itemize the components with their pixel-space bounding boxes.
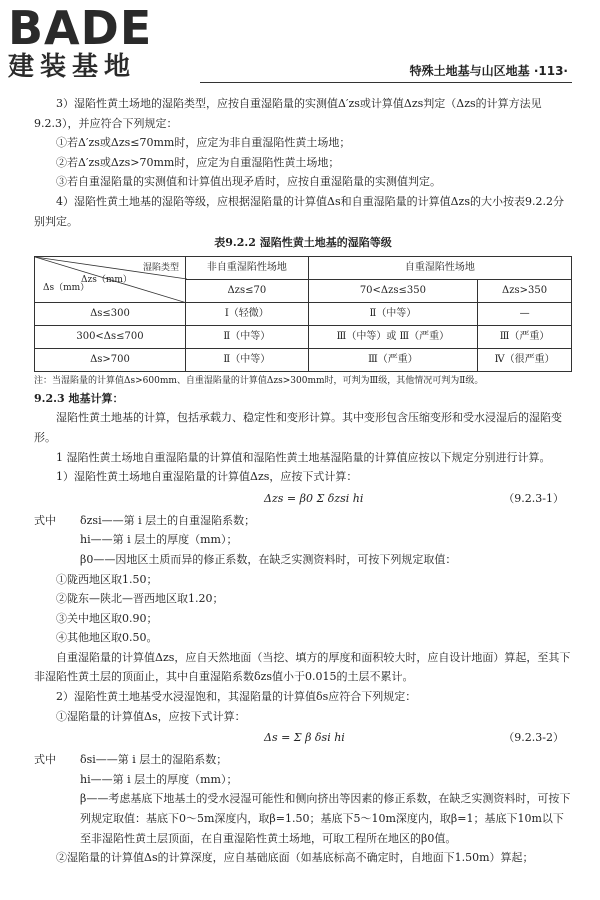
subheader-3: Δzs>350 xyxy=(478,279,572,302)
table-cell: Ⅰ（轻微） xyxy=(186,302,309,325)
rule-2: ②若Δ′zs或Δzs>70mm时，应定为自重湿陷性黄土场地； xyxy=(56,155,340,169)
para-collapse-grade: 4）湿陷性黄土地基的湿陷等级，应根据湿陷量的计算值Δs和自重湿陷量的计算值Δzs的大小按表9.2.2分别判定。 xyxy=(34,194,564,228)
definition xyxy=(34,511,572,531)
definition: β——考虑基底下地基土的受水浸湿可能性和侧向挤出等因素的修正系数，在缺乏实测资料时，可按下列规定取值：基底下0～5m深度内，取β=1.50；基底下5～10m深度内，取β=1；基底下10m以下至非湿陷性黄土层顶面，在自重湿陷性黄土场地，可取工程所在地区的β0值。 xyxy=(80,792,571,845)
section-para: 自重湿陷量的计算值Δzs，应自天然地面（当挖、填方的厚度和面积较大时，应自设计地面）算起，至其下非湿陷性黄土层的顶面止，其中自重湿陷系数δzs值小于0.015的土层不累计。 xyxy=(34,650,571,684)
corner-type: 湿陷类型 xyxy=(142,262,179,273)
para-collapse-type: 3）湿陷性黄土场地的湿陷类型，应按自重湿陷量的实测值Δ′zs或计算值Δzs判定（Δzs的计算方法见9.2.3），并应符合下列规定： xyxy=(34,97,542,130)
value-item: ②陇东—陕北—晋西地区取1.20； xyxy=(56,592,224,606)
subheader-1: Δzs≤70 xyxy=(186,279,309,302)
value-item: ④其他地区取0.50。 xyxy=(56,631,158,645)
table-cell: — xyxy=(478,302,572,325)
section-sub-1: 1）湿陷性黄土场地自重湿陷量的计算值Δzs，应按下式计算： xyxy=(56,470,358,484)
formula-2-expr: Δs = Σ β δsi hi xyxy=(264,731,345,745)
formula-1-expr: Δzs = β0 Σ δzsi hi xyxy=(264,491,364,505)
rule-3: ③若自重湿陷量的实测值和计算值出现矛盾时，应按自重湿陷量的实测值判定。 xyxy=(56,175,441,189)
definition xyxy=(34,750,572,770)
section-heading: 9.2.3 地基计算： xyxy=(34,391,124,405)
table-corner-cell xyxy=(35,256,186,302)
rule-1: ①若Δ′zs或Δzs≤70mm时，应定为非自重湿陷性黄土场地； xyxy=(56,136,351,150)
table-row xyxy=(35,348,572,371)
formula-1 xyxy=(34,487,572,511)
header-nonself: 非自重湿陷性场地 xyxy=(186,256,309,279)
page-header-title: 特殊土地基与山区地基 ·113· xyxy=(409,64,568,78)
table-cell: Ⅱ（中等） xyxy=(186,325,309,348)
section-sub-2b: ②湿陷量的计算值Δs的计算深度，应自基础底面（如基底标高不确定时，自地面下1.50m）算起； xyxy=(56,851,534,865)
row-label: Δs≤300 xyxy=(35,302,186,325)
section-intro: 湿陷性黄土地基的计算，包括承载力、稳定性和变形计算。其中变形包含压缩变形和受水浸湿后的湿陷变形。 xyxy=(34,411,562,444)
row-label: Δs>700 xyxy=(35,348,186,371)
table-cell: Ⅱ（中等） xyxy=(186,348,309,371)
table-cell: Ⅲ（严重） xyxy=(308,348,478,371)
def-text: δsi——第 i 层土的湿陷系数； xyxy=(80,753,228,767)
definition: hi——第 i 层土的厚度（mm）； xyxy=(80,533,238,547)
header-divider xyxy=(200,82,572,83)
header-self: 自重湿陷性场地 xyxy=(308,256,571,279)
table-cell: Ⅱ（中等） xyxy=(308,302,478,325)
table-cell: Ⅲ（严重） xyxy=(478,325,572,348)
brand-logo xyxy=(8,1,153,82)
corner-s: Δs（mm） xyxy=(43,283,90,294)
row-label: 300<Δs≤700 xyxy=(35,325,186,348)
page-content xyxy=(34,94,572,868)
table-cell: Ⅲ（中等）或 Ⅲ（严重） xyxy=(308,325,478,348)
value-item: ③关中地区取0.90； xyxy=(56,611,158,625)
table-row xyxy=(35,325,572,348)
formula-2 xyxy=(34,726,572,750)
definition: hi——第 i 层土的厚度（mm）； xyxy=(80,772,238,786)
definition: β0——因地区土质而异的修正系数，在缺乏实测资料时，可按下列规定取值： xyxy=(80,552,457,566)
section-sub-2a: ①湿陷量的计算值Δs，应按下式计算： xyxy=(56,709,246,723)
where-label: 式中 xyxy=(34,753,56,767)
table-note: 注：当湿陷量的计算值Δs>600mm、自重湿陷量的计算值Δzs>300mm时，可判为Ⅲ级，其他情况可判为Ⅱ级。 xyxy=(34,375,484,386)
corner-zs: Δzs（mm） xyxy=(81,274,132,285)
def-text: δzsi——第 i 层土的自重湿陷系数； xyxy=(80,513,256,527)
value-item: ①陇西地区取1.50； xyxy=(56,572,158,586)
section-item-1: 1 湿陷性黄土场地自重湿陷量的计算值和湿陷性黄土地基湿陷量的计算值应按以下规定分别进行计算。 xyxy=(56,450,551,464)
logo-subtitle: 建装基地 xyxy=(8,52,137,82)
formula-2-number: （9.2.3-2） xyxy=(503,731,564,745)
where-label: 式中 xyxy=(34,513,56,527)
grade-table xyxy=(34,256,572,372)
table-row xyxy=(35,302,572,325)
subheader-2: 70<Δzs≤350 xyxy=(308,279,478,302)
formula-1-number: （9.2.3-1） xyxy=(503,491,564,505)
table-caption: 表9.2.2 湿陷性黄土地基的湿陷等级 xyxy=(214,236,392,250)
logo-bade: BADE xyxy=(8,1,153,55)
table-cell: Ⅳ（很严重） xyxy=(478,348,572,371)
section-sub-2: 2）湿陷性黄土地基受水浸湿饱和，其湿陷量的计算值δs应符合下列规定： xyxy=(56,690,417,704)
